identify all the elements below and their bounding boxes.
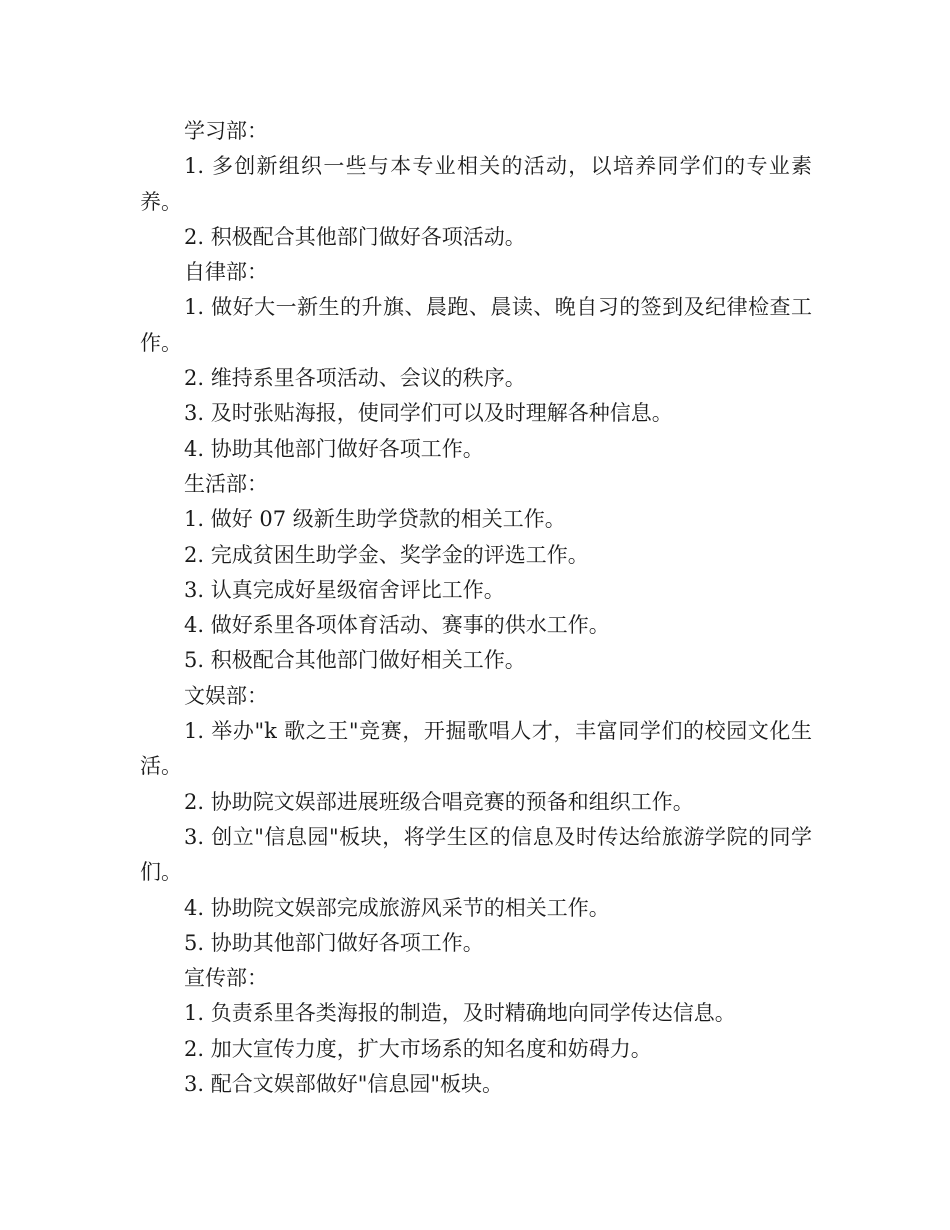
- discipline-item-3: 3. 及时张贴海报，使同学们可以及时理解各种信息。: [184, 401, 673, 426]
- entertainment-item-3: 3. 创立"信息园"板块，将学生区的信息及时传达给旅游学院的同学们。: [140, 824, 812, 885]
- document-body: [140, 114, 812, 1102]
- discipline-item-2: 2. 维持系里各项活动、会议的秩序。: [184, 366, 526, 391]
- life-item-1: 1. 做好 07 级新生助学贷款的相关工作。: [184, 507, 566, 532]
- life-item-4: 4. 做好系里各项体育活动、赛事的供水工作。: [184, 613, 610, 638]
- study-item-2: 2. 积极配合其他部门做好各项活动。: [184, 224, 526, 249]
- discipline-item-1: 1. 做好大一新生的升旗、晨跑、晨读、晚自习的签到及纪律检查工作。: [140, 295, 812, 355]
- entertainment-item-1: 1. 举办"k 歌之王"竞赛，开掘歌唱人才，丰富同学们的校园文化生活。: [140, 719, 812, 779]
- life-item-2: 2. 完成贫困生助学金、奖学金的评选工作。: [184, 542, 589, 567]
- study-item-1: 1. 多创新组织一些与本专业相关的活动，以培养同学们的专业素养。: [140, 154, 812, 214]
- entertainment-item-2: 2. 协助院文娱部进展班级合唱竞赛的预备和组织工作。: [184, 789, 694, 814]
- life-item-3: 3. 认真完成好星级宿舍评比工作。: [184, 577, 505, 602]
- heading-discipline-dept: 自律部：: [184, 260, 268, 285]
- heading-life-dept: 生活部：: [184, 471, 268, 496]
- heading-study-dept: 学习部：: [184, 119, 268, 143]
- entertainment-item-5: 5. 协助其他部门做好各项工作。: [184, 930, 484, 955]
- publicity-item-1: 1. 负责系里各类海报的制造，及时精确地向同学传达信息。: [184, 1001, 736, 1026]
- publicity-item-3: 3. 配合文娱部做好"信息园"板块。: [184, 1072, 504, 1097]
- life-item-5: 5. 积极配合其他部门做好相关工作。: [184, 648, 526, 673]
- heading-publicity-dept: 宣传部：: [184, 966, 268, 991]
- heading-entertainment-dept: 文娱部：: [184, 683, 268, 708]
- entertainment-item-4: 4. 协助院文娱部完成旅游风采节的相关工作。: [184, 895, 610, 920]
- discipline-item-4: 4. 协助其他部门做好各项工作。: [184, 436, 484, 461]
- publicity-item-2: 2. 加大宣传力度，扩大市场系的知名度和妨碍力。: [184, 1036, 652, 1061]
